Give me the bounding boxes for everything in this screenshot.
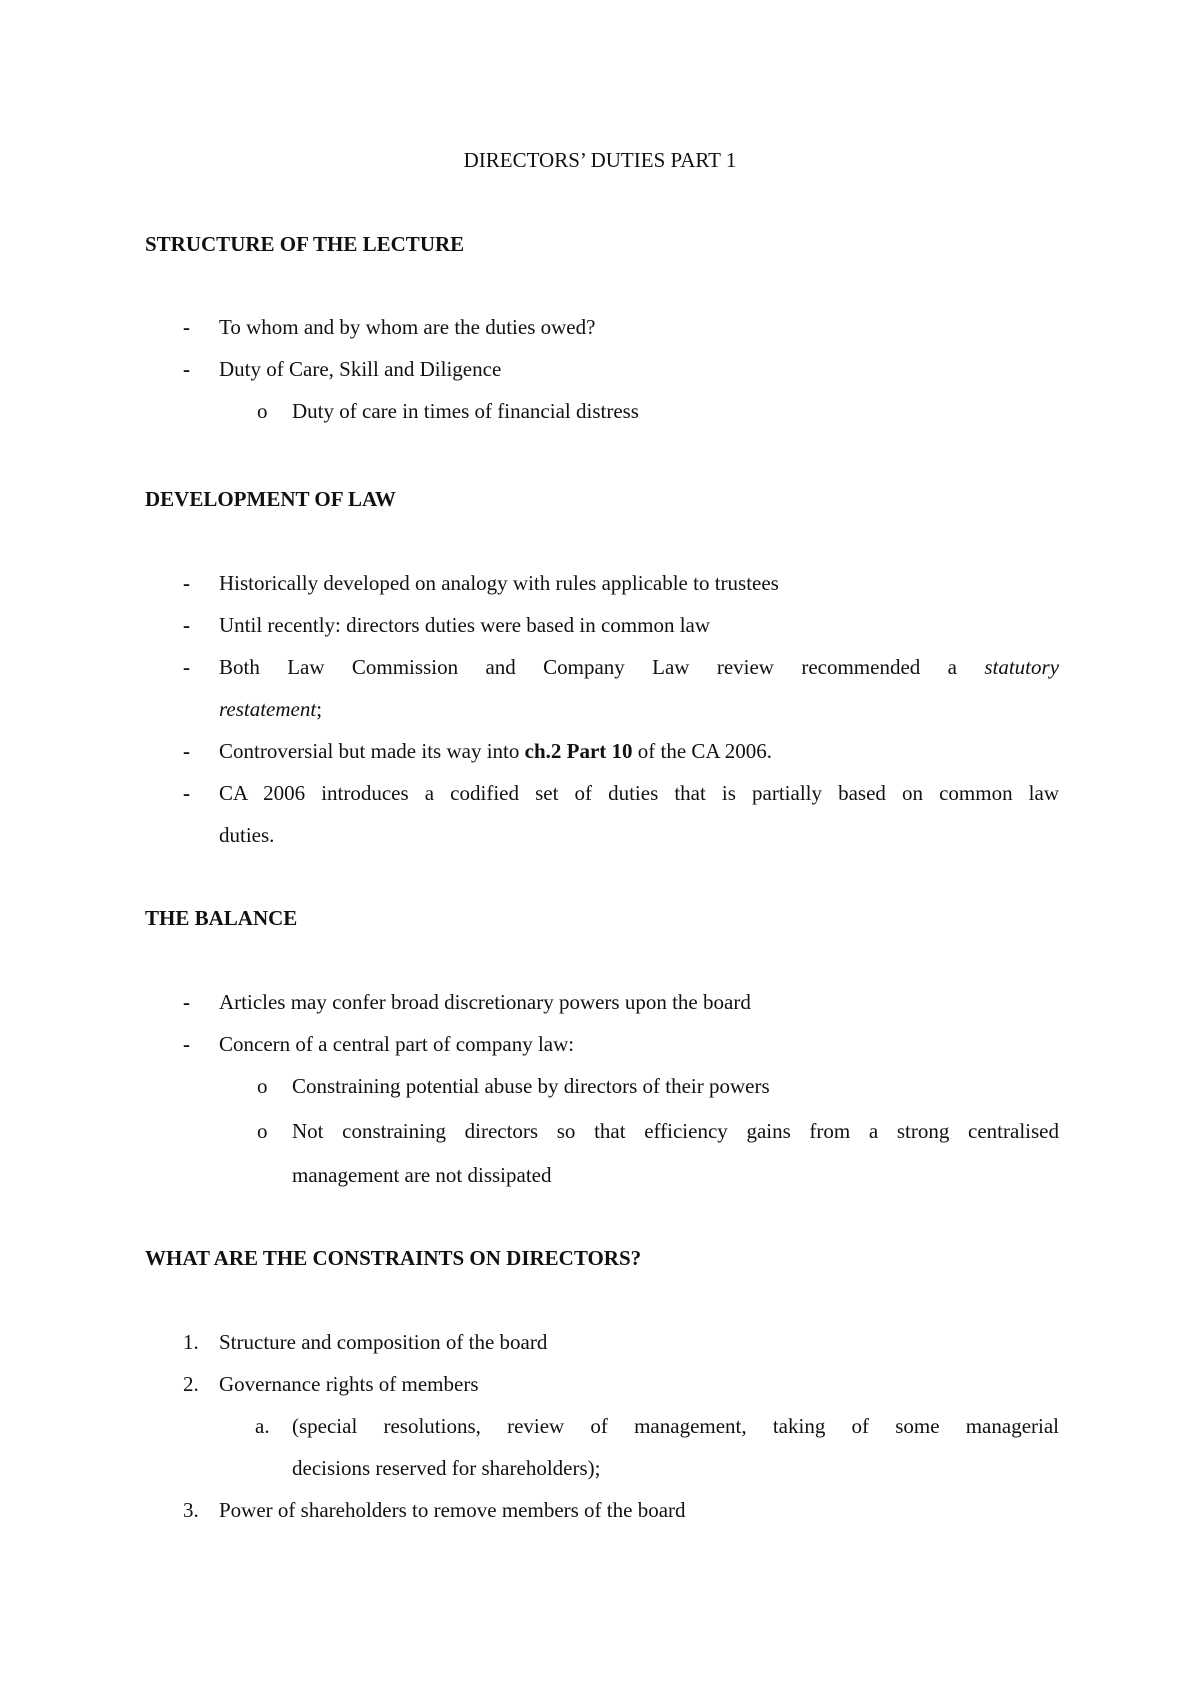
sub-list-item <box>0 1117 1200 1189</box>
numbered-list-item <box>0 1496 1200 1524</box>
dash-bullet: - <box>183 613 190 637</box>
dash-bullet: - <box>183 655 190 679</box>
dash-bullet: - <box>183 990 190 1014</box>
circle-bullet: o <box>257 399 268 423</box>
letter-marker: a. <box>255 1414 270 1438</box>
section-heading-balance: THE BALANCE <box>145 906 298 930</box>
list-item-text: Until recently: directors duties were based in common law <box>219 613 711 637</box>
list-item-text: Historically developed on analogy with rules applicable to trustees <box>219 571 779 595</box>
sub-list-item-text-line2: management are not dissipated <box>292 1163 552 1187</box>
sub-list-item <box>0 1072 1200 1100</box>
circle-bullet: o <box>257 1074 268 1098</box>
list-item-text: Power of shareholders to remove members of the board <box>219 1498 686 1522</box>
list-item <box>0 653 1200 723</box>
dash-bullet: - <box>183 1032 190 1056</box>
sub-list-item-text: Constraining potential abuse by directors of their powers <box>292 1074 770 1098</box>
number-marker: 1. <box>183 1330 199 1354</box>
list-item <box>0 988 1200 1016</box>
section-heading-development: DEVELOPMENT OF LAW <box>145 487 396 511</box>
document-title: DIRECTORS’ DUTIES PART 1 <box>463 148 737 172</box>
sub-list-item-text: Duty of care in times of financial distress <box>292 399 639 423</box>
list-item-text: Governance rights of members <box>219 1372 479 1396</box>
list-item <box>0 313 1200 341</box>
list-item-text: To whom and by whom are the duties owed? <box>219 315 596 339</box>
list-item <box>0 737 1200 765</box>
number-marker: 2. <box>183 1372 199 1396</box>
dash-bullet: - <box>183 315 190 339</box>
list-item-text-line2: restatement; <box>219 697 323 721</box>
list-item-text-line2: duties. <box>219 823 275 847</box>
list-item <box>0 779 1200 849</box>
list-item-text: Articles may confer broad discretionary powers upon the board <box>219 990 751 1014</box>
list-item <box>0 1030 1200 1058</box>
dash-bullet: - <box>183 571 190 595</box>
sub-list-item-text-line1: (special resolutions, review of management, taking of some managerial <box>292 1414 1059 1438</box>
lettered-list-item <box>0 1412 1200 1482</box>
list-item-text: Concern of a central part of company law: <box>219 1032 575 1056</box>
sub-list-item-text-line1: Not constraining directors so that efficiency gains from a strong centralised <box>292 1119 1059 1143</box>
sub-list-item <box>0 397 1200 425</box>
dash-bullet: - <box>183 357 190 381</box>
numbered-list-item <box>0 1370 1200 1398</box>
section-heading-constraints: WHAT ARE THE CONSTRAINTS ON DIRECTORS? <box>145 1246 642 1270</box>
section-heading-structure: STRUCTURE OF THE LECTURE <box>145 232 465 256</box>
list-item-text: Controversial but made its way into ch.2 Part 10 of the CA 2006. <box>219 739 772 763</box>
dash-bullet: - <box>183 739 190 763</box>
list-item-text-line1: CA 2006 introduces a codified set of duties that is partially based on common law <box>219 781 1059 805</box>
list-item-text-line1: Both Law Commission and Company Law review recommended a statutory <box>219 655 1060 679</box>
number-marker: 3. <box>183 1498 199 1522</box>
list-item <box>0 355 1200 383</box>
numbered-list-item <box>0 1328 1200 1356</box>
list-item <box>0 611 1200 639</box>
list-item-text: Structure and composition of the board <box>219 1330 548 1354</box>
dash-bullet: - <box>183 781 190 805</box>
sub-list-item-text-line2: decisions reserved for shareholders); <box>292 1456 601 1480</box>
list-item <box>0 569 1200 597</box>
list-item-text: Duty of Care, Skill and Diligence <box>219 357 502 381</box>
circle-bullet: o <box>257 1119 268 1143</box>
